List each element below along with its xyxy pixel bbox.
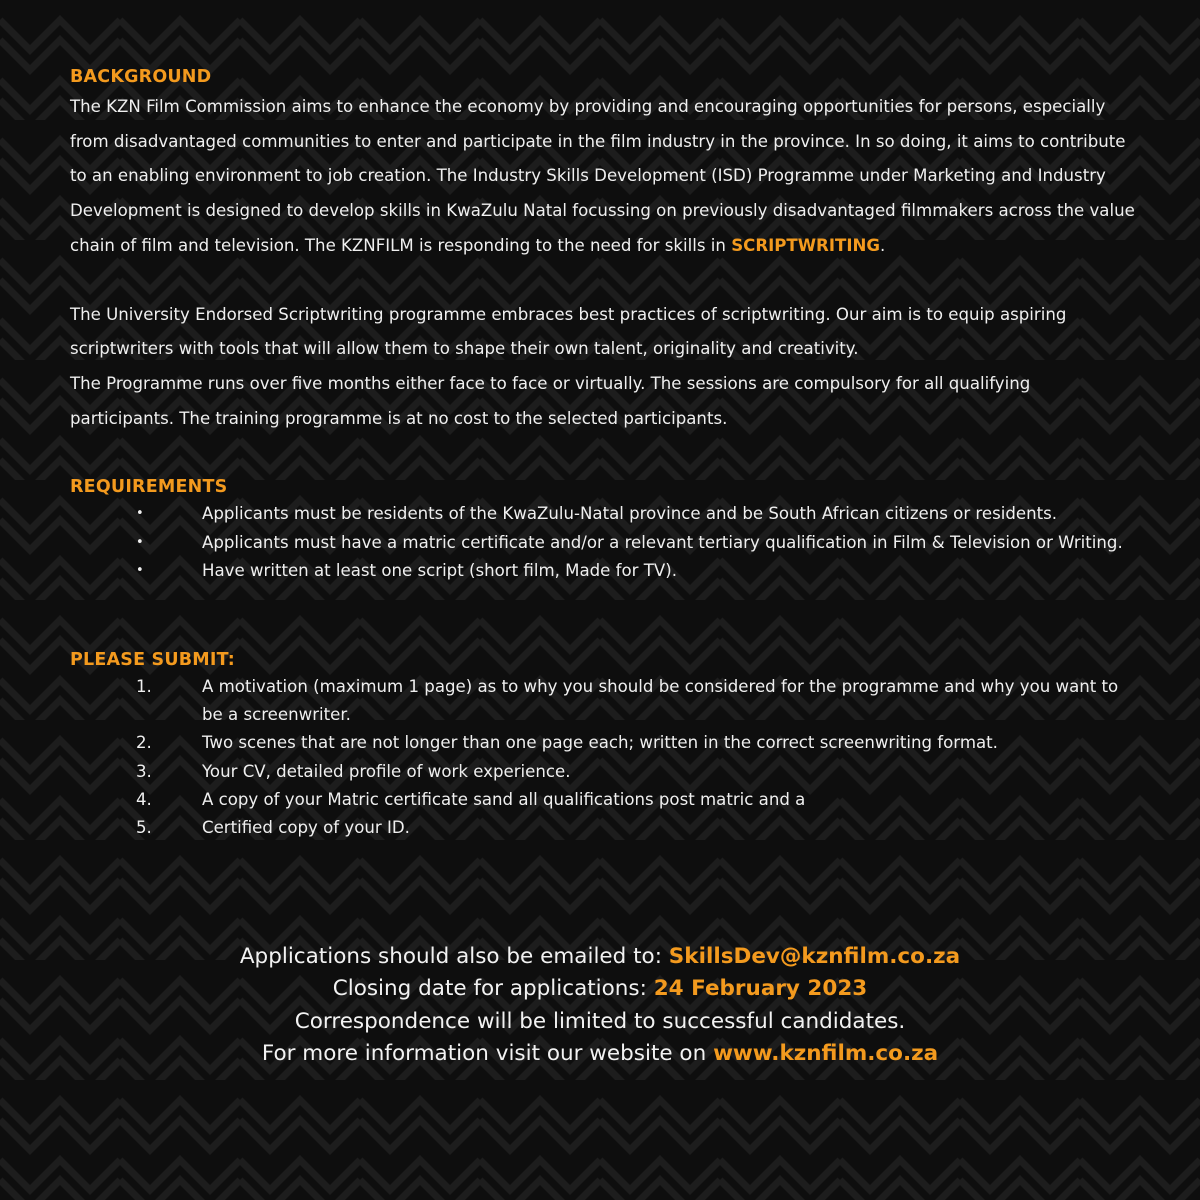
bullet-icon: •: [136, 562, 144, 578]
requirements-heading: REQUIREMENTS: [70, 477, 228, 498]
spacer: [70, 436, 1135, 474]
main-content: [70, 64, 1135, 842]
item-number: 3.: [136, 761, 152, 781]
list-item: [70, 529, 1135, 557]
background-heading: BACKGROUND: [70, 67, 212, 87]
requirements-list: [70, 500, 1135, 585]
programme-details-paragraph: The Programme runs over five months either face to face or virtually. The sessions are compulsory for all qualifying participants. The training programme is at no cost to the selected participants.: [70, 373, 1031, 428]
submit-text: A copy of your Matric certificate sand all qualifications post matric and a: [202, 789, 806, 809]
scriptwriting-highlight: SCRIPTWRITING: [731, 235, 881, 255]
submit-text: Your CV, detailed profile of work experience.: [202, 761, 571, 781]
item-number: 4.: [136, 789, 152, 809]
closing-date-line: [0, 973, 1200, 1005]
spacer: [70, 585, 1135, 647]
background-paragraph-text: The KZN Film Commission aims to enhance the economy by providing and encouraging opportunities for persons, especially from disadvantaged communities to enter and participate in the film industry in the province. In so doing, it aims to contribute to an enabling environment to job creation. The Industry Skills Development (ISD) Programme under Marketing and Industry Development is designed to develop skills in KwaZulu Natal focussing on previously disadvantaged filmmakers across the value chain of film and television. The KZNFILM is responding to the need for skills in: [70, 97, 1135, 255]
submit-text: Certified copy of your ID.: [202, 817, 410, 837]
email-line: [0, 941, 1200, 973]
bullet-icon: •: [136, 506, 144, 522]
website-line: [0, 1038, 1200, 1070]
requirement-text: Have written at least one script (short film, Made for TV).: [202, 560, 677, 580]
submit-heading: PLEASE SUBMIT:: [70, 649, 235, 670]
requirement-text: Applicants must be residents of the KwaZulu-Natal province and be South African citizens or residents.: [202, 504, 1058, 524]
list-item: [70, 729, 1135, 757]
list-item: [70, 557, 1135, 585]
item-number: 5.: [136, 817, 152, 837]
correspondence-line: Correspondence will be limited to successful candidates.: [294, 1008, 906, 1034]
list-item: [70, 500, 1135, 528]
footer: [0, 941, 1200, 1070]
bullet-icon: •: [136, 534, 144, 550]
requirement-text: Applicants must have a matric certificate and/or a relevant tertiary qualification in Film & Television or Writing.: [202, 532, 1123, 552]
item-number: 2.: [136, 733, 152, 753]
item-number: 1.: [136, 676, 152, 696]
background-paragraph-end: .: [880, 235, 886, 255]
list-item: [70, 814, 1135, 842]
closing-label: Closing date for applications:: [332, 976, 654, 1002]
website-label: For more information visit our website on: [261, 1040, 714, 1066]
email-link[interactable]: SkillsDev@kznfilm.co.za: [668, 944, 961, 969]
background-paragraph: [70, 90, 1135, 264]
email-label: Applications should also be emailed to:: [239, 944, 669, 969]
list-item: [70, 758, 1135, 786]
submit-text: Two scenes that are not longer than one page each; written in the correct screenwriting format.: [202, 733, 998, 753]
submit-list: [70, 673, 1135, 842]
list-item: [70, 786, 1135, 814]
submit-text: A motivation (maximum 1 page) as to why you should be considered for the programme and why you want to be a screenwriter.: [202, 676, 1119, 725]
closing-date: 24 February 2023: [653, 976, 868, 1002]
spacer: [70, 264, 1135, 298]
list-item: [70, 673, 1135, 729]
programme-paragraph: The University Endorsed Scriptwriting programme embraces best practices of scriptwriting. Our aim is to equip aspiring scriptwriters with tools that will allow them to shape their own talent, originality and creativity.: [70, 304, 1067, 359]
website-link[interactable]: www.kznfilm.co.za: [713, 1040, 939, 1066]
